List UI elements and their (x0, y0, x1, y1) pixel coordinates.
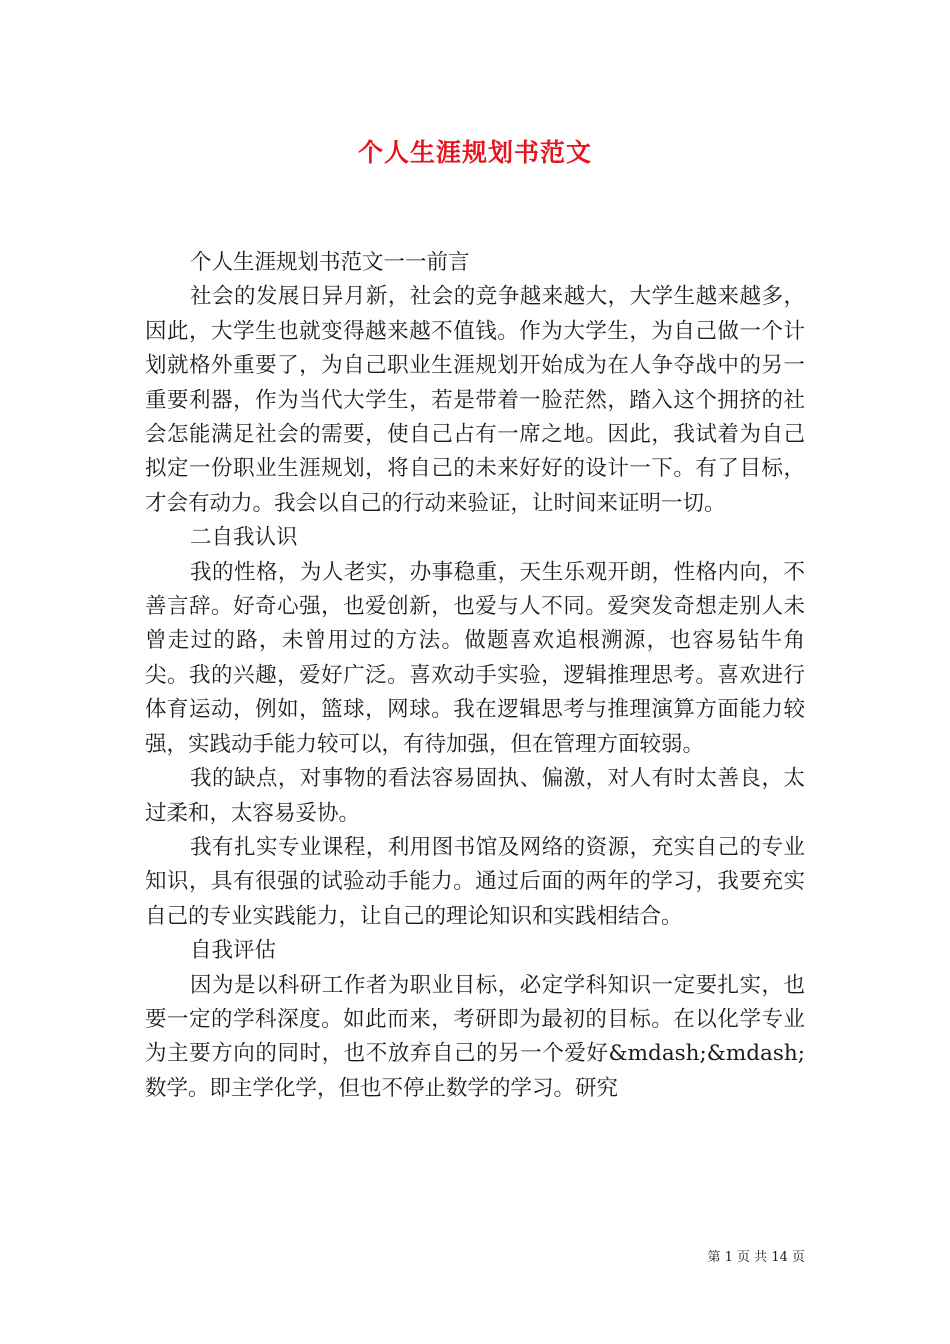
section-heading-self-assessment: 自我评估 (190, 938, 277, 964)
paragraph-assessment: 因为是以科研工作者为职业目标，必定学科知识一定要扎实，也要一定的学科深度。如此而来，考研即为最初的目标。在以化学专业为主要方向的同时，也不放弃自己的另一个爱好&mdash;&mdash;数学。即主学化学，但也不停止数学的学习。研究 (145, 972, 805, 1101)
document-title: 个人生涯规划书范文 (357, 138, 592, 167)
section-heading-preface: 个人生涯规划书范文一一前言 (190, 250, 470, 275)
section-heading-self-knowledge: 二自我认识 (190, 525, 298, 551)
paragraph-weaknesses: 我的缺点，对事物的看法容易固执、偏激，对人有时太善良，太过柔和，太容易妥协。 (145, 766, 805, 826)
paragraph-skills: 我有扎实专业课程，利用图书馆及网络的资源，充实自己的专业知识，具有很强的试验动手能力。通过后面的两年的学习，我要充实自己的专业实践能力，让自己的理论知识和实践相结合。 (145, 834, 805, 929)
document-body (145, 246, 805, 1106)
paragraph-personality: 我的性格，为人老实，办事稳重，天生乐观开朗，性格内向，不善言辞。好奇心强，也爱创新，也爱与人不同。爱突发奇想走别人未曾走过的路，未曾用过的方法。做题喜欢追根溯源，也容易钻牛角尖。我的兴趣，爱好广泛。喜欢动手实验，逻辑推理思考。喜欢进行体育运动，例如，篮球，网球。我在逻辑思考与推理演算方面能力较强，实践动手能力较可以，有待加强，但在管理方面较弱。 (145, 559, 805, 757)
page-number-footer: 第 1 页 共 14 页 (707, 1250, 805, 1265)
paragraph-preface: 社会的发展日异月新，社会的竞争越来越大，大学生越来越多，因此，大学生也就变得越来越不值钱。作为大学生，为自己做一个计划就格外重要了，为自己职业生涯规划开始成为在人争夺战中的另一重要利器，作为当代大学生，若是带着一脸茫然，踏入这个拥挤的社会怎能满足社会的需要，使自己占有一席之地。因此，我试着为自己拟定一份职业生涯规划，将自己的未来好好的设计一下。有了目标，才会有动力。我会以自己的行动来验证，让时间来证明一切。 (145, 284, 805, 516)
